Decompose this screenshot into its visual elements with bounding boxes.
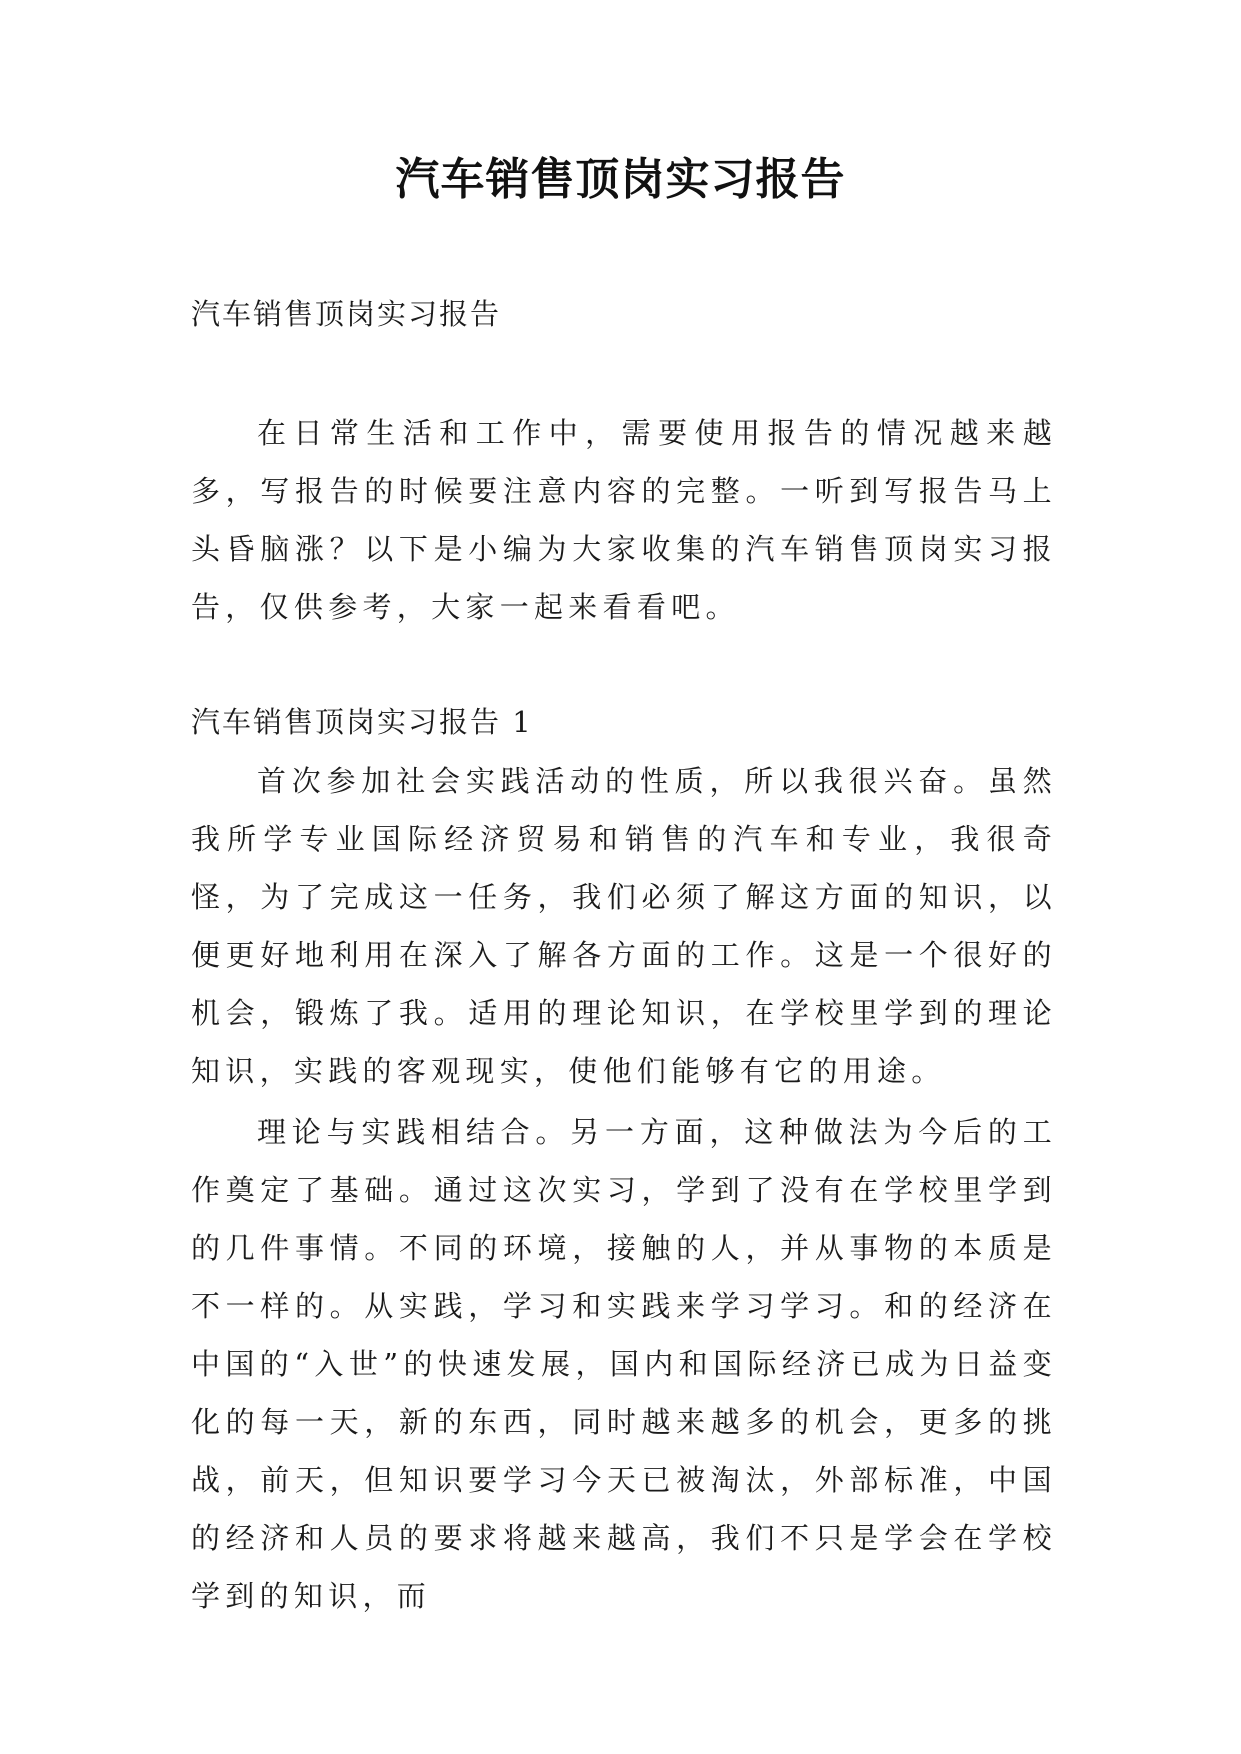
- intro-paragraph: 在日常生活和工作中，需要使用报告的情况越来越多，写报告的时候要注意内容的完整。一听到写报告马上头昏脑涨？以下是小编为大家收集的汽车销售顶岗实习报告，仅供参考，大家一起来看看吧。: [191, 416, 1057, 624]
- page-title: 汽车销售顶岗实习报告: [395, 154, 846, 205]
- body-paragraph: 理论与实践相结合。另一方面，这种做法为今后的工作奠定了基础。通过这次实习，学到了没有在学校里学到的几件事情。不同的环境，接触的人，并从事物的本质是不一样的。从实践，学习和实践来学习学习。和的经济在中国的“入世”的快速发展，国内和国际经济已成为日益变化的每一天，新的东西，同时越来越多的机会，更多的挑战，前天，但知识要学习今天已被淘汰，外部标准，中国的经济和人员的要求将越来越高，我们不只是学会在学校学到的知识，而: [191, 1115, 1057, 1613]
- section-heading: 汽车销售顶岗实习报告 1: [191, 705, 533, 739]
- body-paragraph: 首次参加社会实践活动的性质，所以我很兴奋。虽然我所学专业国际经济贸易和销售的汽车和专业，我很奇怪，为了完成这一任务，我们必须了解这方面的知识，以便更好地利用在深入了解各方面的工作。这是一个很好的机会，锻炼了我。适用的理论知识，在学校里学到的理论知识，实践的客观现实，使他们能够有它的用途。: [191, 764, 1057, 1088]
- document-subtitle: 汽车销售顶岗实习报告: [191, 297, 502, 331]
